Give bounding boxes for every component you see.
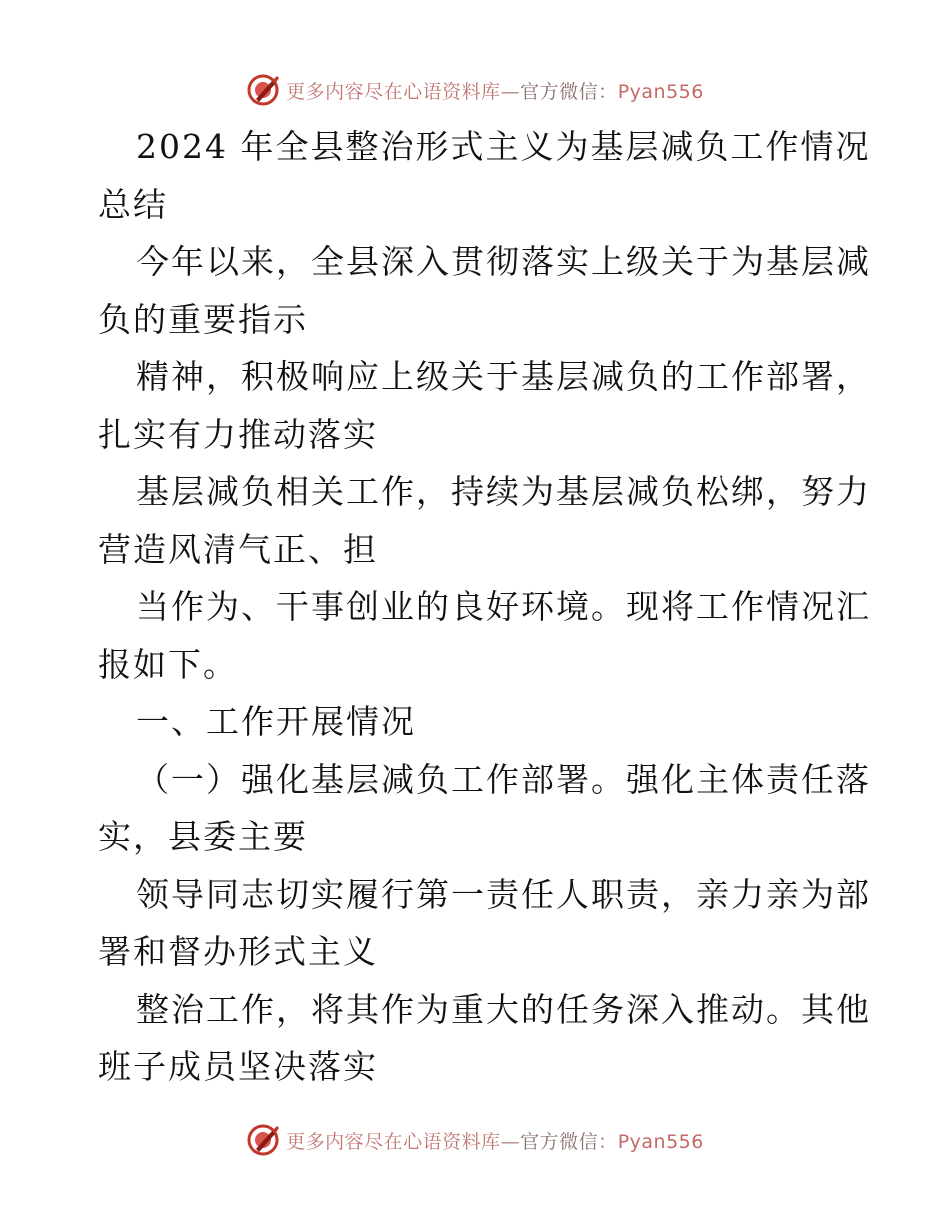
banner-separator: —: [500, 1130, 521, 1153]
banner-site-text: 更多内容尽在心语资料库: [286, 80, 501, 103]
banner-site-text: 更多内容尽在心语资料库: [286, 1130, 501, 1153]
banner-wechat-label: 官方微信：: [520, 80, 618, 103]
doc-paragraph-line: 扎实有力推动落实: [98, 414, 378, 454]
doc-paragraph-line: 精神，积极响应上级关于基层减负的工作部署，: [136, 357, 871, 396]
pen-nib-seal-icon: [246, 1123, 280, 1157]
doc-paragraph-line: 营造风清气正、担: [98, 529, 378, 569]
doc-paragraph-line: 负的重要指示: [98, 299, 308, 339]
banner-wechat-account: Pyan556: [617, 80, 704, 103]
doc-paragraph-line: 领导同志切实履行第一责任人职责，亲力亲为部: [136, 874, 871, 914]
doc-paragraph-line: 当作为、干事创业的良好环境。现将工作情况汇: [136, 587, 871, 626]
pen-nib-seal-icon: [246, 73, 280, 107]
banner-wechat-account: Pyan556: [617, 1130, 704, 1153]
section-heading: 一、工作开展情况: [136, 702, 416, 741]
doc-paragraph-line: 今年以来，全县深入贯彻落实上级关于为基层减: [136, 242, 871, 281]
doc-paragraph-line: 实，县委主要: [98, 817, 308, 856]
doc-paragraph-line: 基层减负相关工作，持续为基层减负松绑，努力: [136, 472, 871, 511]
doc-title-line-1: 2024 年全县整治形式主义为基层减负工作情况: [136, 127, 871, 166]
footer-watermark-banner: [0, 1120, 950, 1160]
banner-separator: —: [500, 80, 521, 103]
doc-paragraph-line: 署和督办形式主义: [98, 932, 378, 971]
doc-paragraph-line: 整治工作，将其作为重大的任务深入推动。其他: [136, 989, 871, 1029]
banner-wechat-label: 官方微信：: [520, 1130, 618, 1153]
document-body: [98, 118, 871, 1096]
subsection-heading-line: （一）强化基层减负工作部署。强化主体责任落: [136, 759, 871, 799]
doc-title-line-2: 总结: [98, 184, 168, 224]
header-watermark-banner: [0, 70, 950, 110]
doc-paragraph-line: 报如下。: [98, 644, 238, 684]
doc-paragraph-line: 班子成员坚决落实: [98, 1047, 378, 1086]
